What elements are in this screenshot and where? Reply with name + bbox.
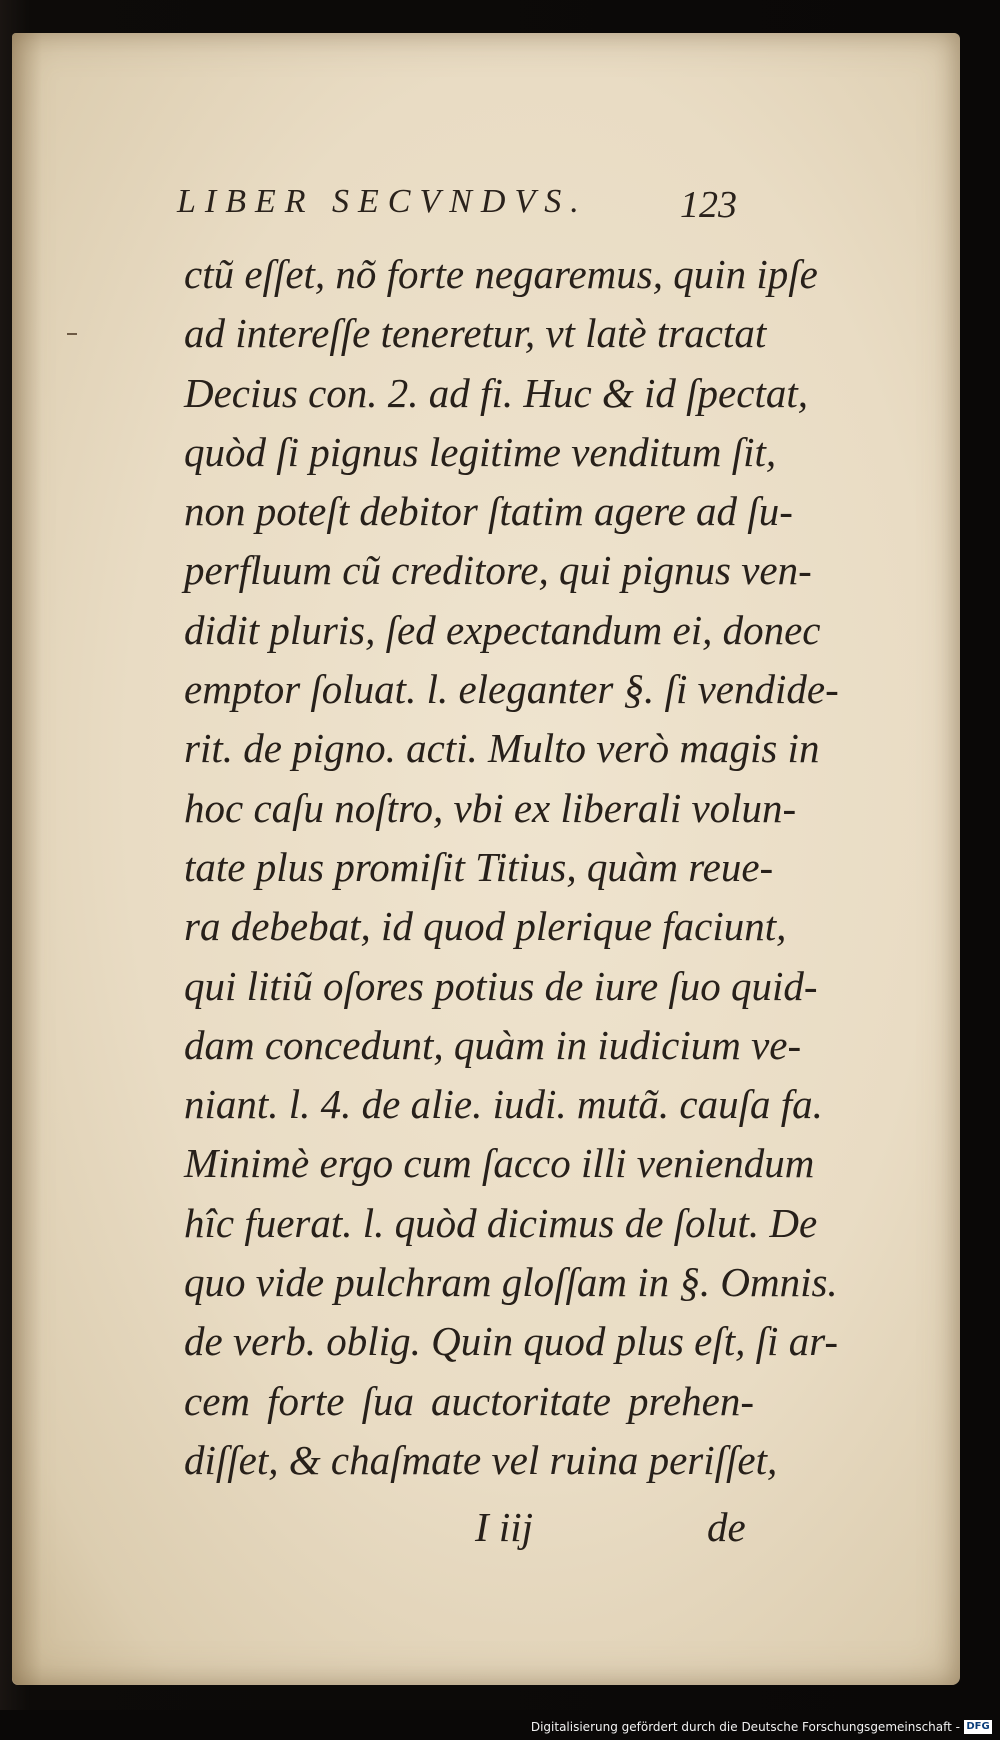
text-line: dam concedunt, quàm in iudicium ve- xyxy=(184,1021,802,1068)
running-title: LIBER SECVNDVS. xyxy=(177,183,588,220)
text-line: niant. l. 4. de alie. iudi. mutã. cauſa fa. xyxy=(184,1081,823,1128)
page-header xyxy=(12,183,960,226)
scan-footer xyxy=(0,1710,1000,1740)
text-line: qui litiũ oſores potius de iure ſuo quid- xyxy=(184,962,818,1009)
text-line: ctũ eſſet, nõ forte negaremus, quin ipſe xyxy=(184,251,818,297)
book-page xyxy=(12,33,960,1685)
text-line: de verb. oblig. Quin quod plus eſt, ſi ar- xyxy=(184,1318,838,1365)
text-line: Minimè ergo cum ſacco illi veniendum xyxy=(184,1140,815,1187)
signature-mark: I iij xyxy=(475,1504,534,1550)
text-line: tate plus promiſit Titius, quàm reue- xyxy=(184,843,774,890)
text-line: non poteſt debitor ſtatim agere ad ſu- xyxy=(184,488,793,535)
text-line: Decius con. 2. ad fi. Huc & id ſpectat, xyxy=(184,369,808,416)
catchword: de xyxy=(707,1504,746,1550)
text-line: quo vide pulchram gloſſam in §. Omnis. xyxy=(184,1259,838,1306)
page-number: 123 xyxy=(680,184,737,226)
margin-mark xyxy=(67,333,77,335)
text-line: didit pluris, ſed expectandum ei, donec xyxy=(184,606,821,653)
text-line: perfluum cũ creditore, qui pignus ven- xyxy=(184,547,812,594)
signature-line xyxy=(12,1503,960,1563)
text-line: quòd ſi pignus legitime venditum ſit, xyxy=(184,428,777,475)
text-line: hîc fuerat. l. quòd dicimus de ſolut. De xyxy=(184,1199,818,1246)
text-line: ra debebat, id quod plerique faciunt, xyxy=(184,903,787,950)
text-line: diſſet, & chaſmate vel ruina periſſet, xyxy=(184,1436,778,1483)
dfg-logo-icon: DFG xyxy=(964,1720,992,1734)
text-line: emptor ſoluat. l. eleganter §. ſi vendide- xyxy=(184,666,839,713)
text-line: ad intereſſe teneretur, vt latè tractat xyxy=(184,310,767,357)
text-body xyxy=(184,245,839,1490)
digitization-credit: Digitalisierung gefördert durch die Deutsche Forschungsgemeinschaft - xyxy=(530,1720,960,1734)
text-line: cem forte ſua auctoritate prehen- xyxy=(184,1377,754,1424)
text-line: hoc caſu noſtro, vbi ex liberali volun- xyxy=(184,784,797,831)
text-line: rit. de pigno. acti. Multo verò magis in xyxy=(184,725,820,772)
